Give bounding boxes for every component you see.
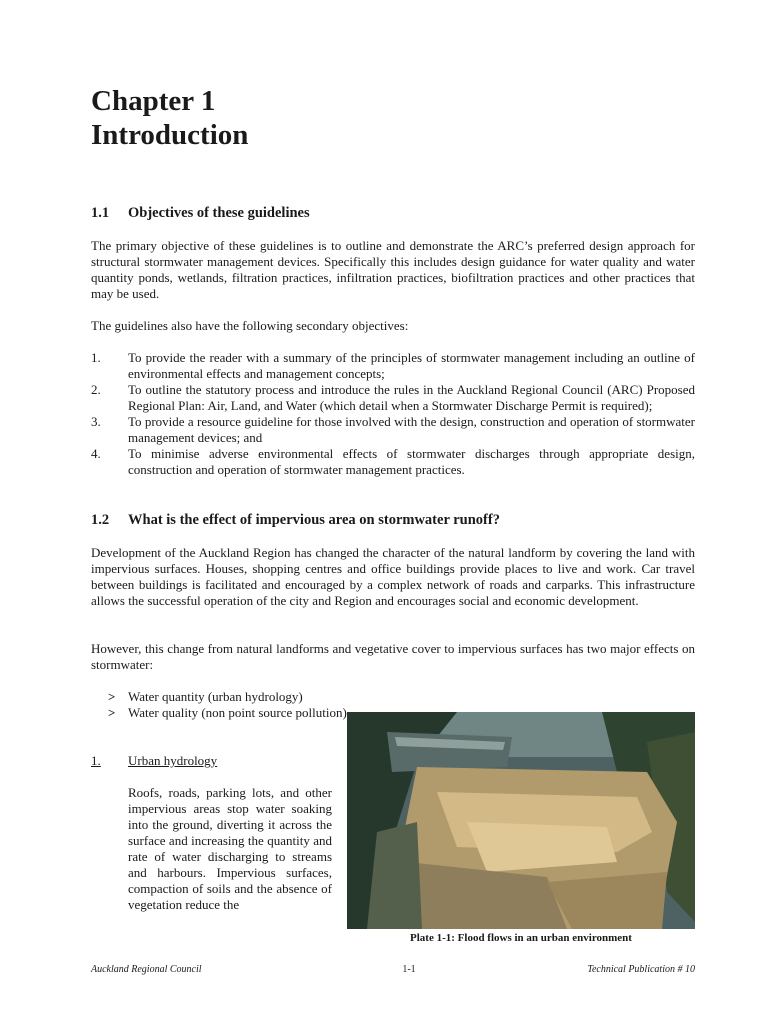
section-title: What is the effect of impervious area on stormwater runoff? bbox=[128, 512, 500, 528]
section-number: 1.1 bbox=[91, 205, 110, 221]
development-paragraph: Development of the Auckland Region has changed the character of the natural landform by covering the land with impervious surfaces. Houses, shopping centres and office buildings provide places to live and work. Car travel between buildings is facilitated and encouraged by a complex network of roads and carparks. This infrastructure allows the successful operation of the city and Region and encourages social and economic development. bbox=[91, 545, 695, 608]
bullet-icon: > bbox=[108, 689, 116, 704]
chapter-number: Chapter 1 bbox=[91, 85, 216, 117]
list-item: 1. To provide the reader with a summary of the principles of stormwater management including an outline of environmental effects and management concepts; bbox=[91, 350, 695, 381]
list-item: 3. To provide a resource guideline for those involved with the design, construction and operation of stormwater management devices; and bbox=[91, 414, 695, 445]
list-item: 4. To minimise adverse environmental effects of stormwater discharges through appropriate design, construction and operation of stormwater management practices. bbox=[91, 446, 695, 477]
secondary-objectives-intro: The guidelines also have the following secondary objectives: bbox=[91, 318, 409, 333]
footer-organization: Auckland Regional Council bbox=[91, 964, 202, 975]
page-number: 1-1 bbox=[402, 964, 416, 975]
subsection-heading-urban-hydrology: 1. Urban hydrology bbox=[91, 753, 218, 768]
list-item: 2. To outline the statutory process and introduce the rules in the Auckland Regional Council (ARC) Proposed Regional Plan: Air, Land, and Water (which detail when a Stormwater Discharge Permit is required); bbox=[91, 382, 695, 413]
chapter-name: Introduction bbox=[91, 119, 249, 151]
section-heading-1-1 bbox=[91, 205, 310, 222]
footer-publication: Technical Publication # 10 bbox=[587, 964, 695, 975]
plate-caption: Plate 1-1: Flood flows in an urban environment bbox=[410, 932, 632, 944]
list-item: > Water quantity (urban hydrology) bbox=[108, 689, 303, 704]
section-number: 1.2 bbox=[91, 512, 110, 528]
list-item: > Water quality (non point source pollution) bbox=[108, 705, 347, 720]
chapter-title bbox=[91, 84, 248, 152]
urban-hydrology-paragraph: Roofs, roads, parking lots, and other impervious areas stop water soaking into the ground, diverting it across the surface and increasing the quantity and rate of water discharging to streams and harbours. Impervious surfaces, compaction of soils and the absence of vegetation reduce the bbox=[128, 785, 332, 912]
section-heading-1-2 bbox=[91, 512, 500, 529]
bullet-icon: > bbox=[108, 705, 116, 720]
section-title: Objectives of these guidelines bbox=[128, 205, 310, 221]
objectives-paragraph: The primary objective of these guidelines is to outline and demonstrate the ARC’s preferred design approach for structural stormwater management devices. Specifically this includes design guidance for water quality and water quantity ponds, wetlands, filtration practices, infiltration practices, biofiltration practices and other practices that may be used. bbox=[91, 238, 695, 301]
effects-intro-paragraph: However, this change from natural landforms and vegetative cover to impervious surfaces has two major effects on stormwater: bbox=[91, 641, 695, 672]
effects-list bbox=[108, 689, 348, 721]
flood-photo bbox=[347, 712, 695, 929]
objectives-list bbox=[91, 350, 695, 478]
